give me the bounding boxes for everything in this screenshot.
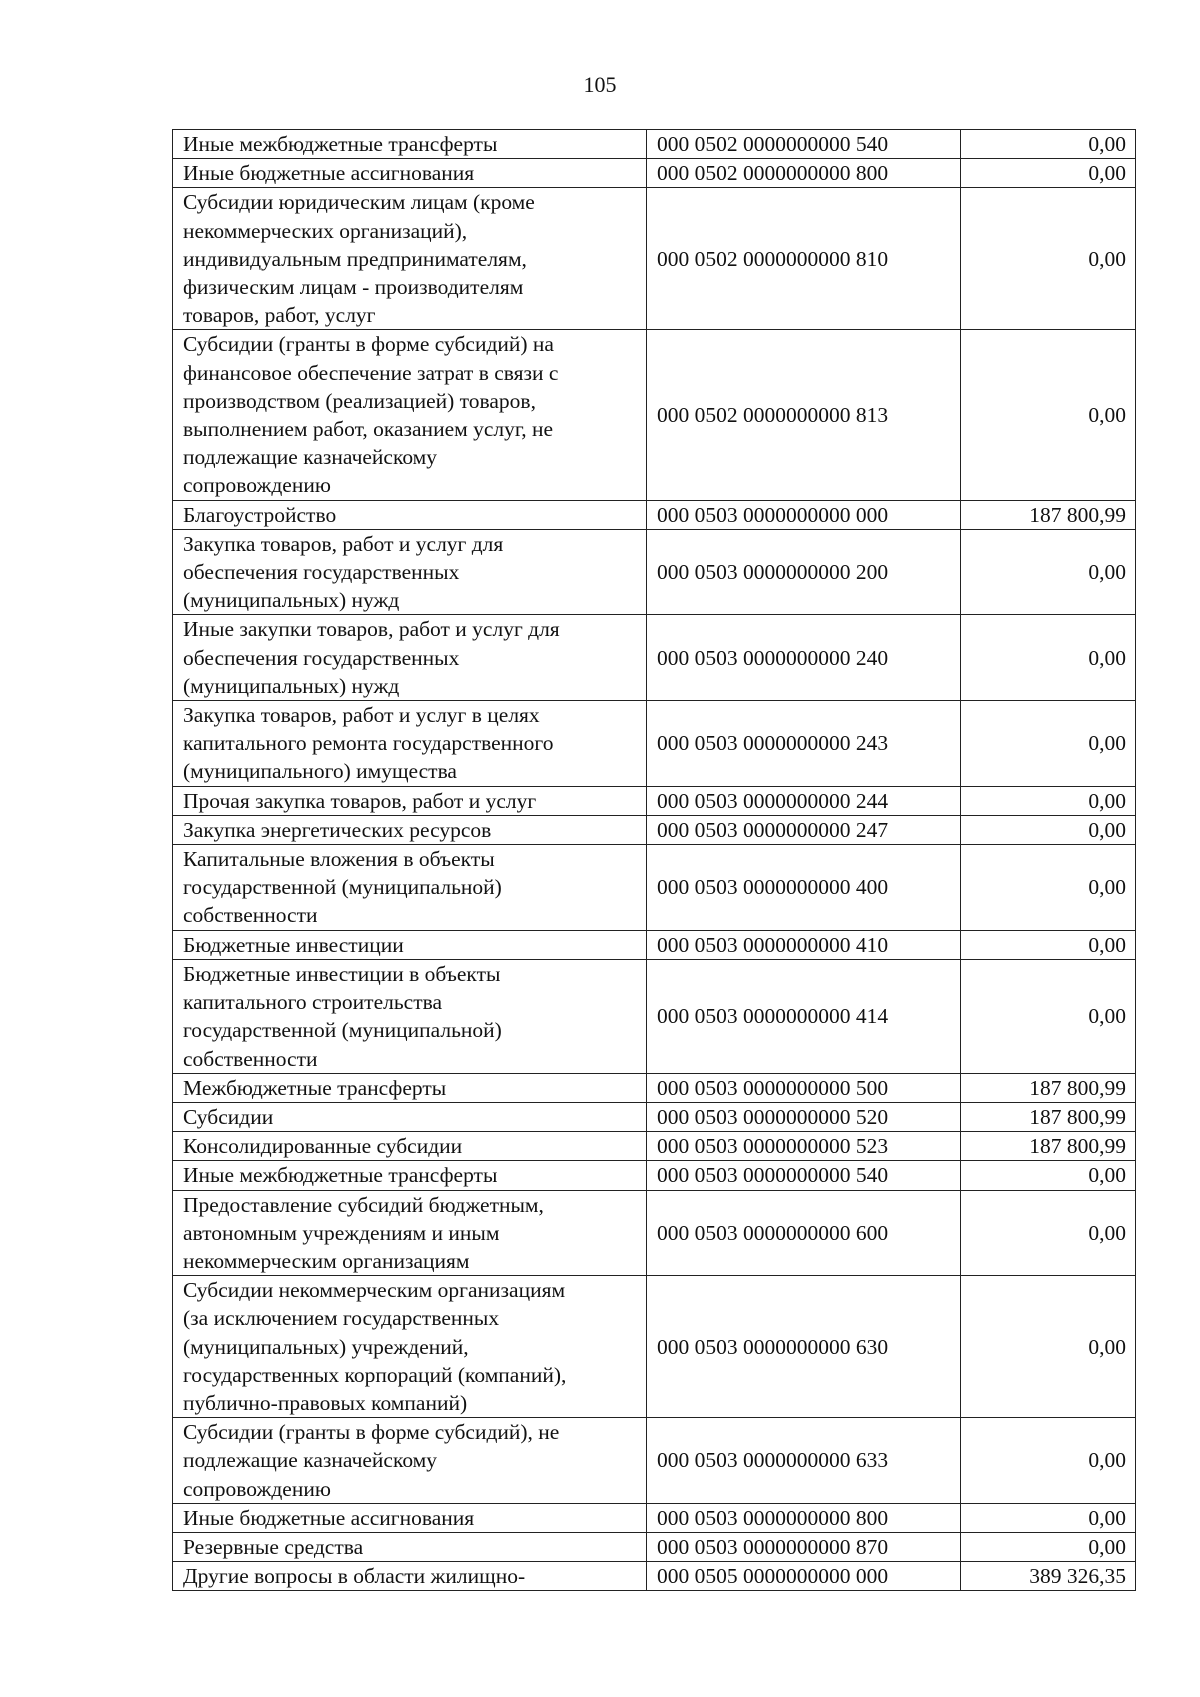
row-sum-cell: 0,00 bbox=[961, 959, 1136, 1073]
row-name-cell: Предоставление субсидий бюджетным, автономным учреждениям и иным некоммерческим организациям bbox=[173, 1190, 647, 1276]
row-sum-cell: 0,00 bbox=[961, 188, 1136, 330]
row-sum-cell: 187 800,99 bbox=[961, 1132, 1136, 1161]
row-name-cell: Резервные средства bbox=[173, 1532, 647, 1561]
row-name-cell: Закупка энергетических ресурсов bbox=[173, 815, 647, 844]
row-sum-cell: 0,00 bbox=[961, 701, 1136, 787]
row-sum-cell: 0,00 bbox=[961, 845, 1136, 931]
table-row bbox=[173, 815, 1136, 844]
row-code-cell: 000 0503 0000000000 410 bbox=[647, 930, 961, 959]
row-sum-cell: 0,00 bbox=[961, 615, 1136, 701]
row-name-cell: Субсидии bbox=[173, 1102, 647, 1131]
row-code-cell: 000 0503 0000000000 600 bbox=[647, 1190, 961, 1276]
row-sum-cell: 0,00 bbox=[961, 1503, 1136, 1532]
row-name-cell: Иные межбюджетные трансферты bbox=[173, 1161, 647, 1190]
table-row bbox=[173, 1161, 1136, 1190]
row-name-cell: Бюджетные инвестиции bbox=[173, 930, 647, 959]
table-row bbox=[173, 1418, 1136, 1504]
row-sum-cell: 0,00 bbox=[961, 1418, 1136, 1504]
row-sum-cell: 0,00 bbox=[961, 529, 1136, 615]
row-code-cell: 000 0503 0000000000 630 bbox=[647, 1276, 961, 1418]
row-name-cell: Благоустройство bbox=[173, 500, 647, 529]
row-sum-cell: 0,00 bbox=[961, 159, 1136, 188]
row-name-cell: Субсидии (гранты в форме субсидий) на финансовое обеспечение затрат в связи с производством (реализацией) товаров, выполнением работ, оказанием услуг, не подлежащие казначейскому сопровождению bbox=[173, 330, 647, 500]
row-sum-cell: 0,00 bbox=[961, 930, 1136, 959]
budget-table bbox=[172, 129, 1136, 1591]
row-code-cell: 000 0503 0000000000 523 bbox=[647, 1132, 961, 1161]
row-name-cell: Субсидии (гранты в форме субсидий), не подлежащие казначейскому сопровождению bbox=[173, 1418, 647, 1504]
row-code-cell: 000 0503 0000000000 414 bbox=[647, 959, 961, 1073]
table-row bbox=[173, 529, 1136, 615]
row-name-cell: Прочая закупка товаров, работ и услуг bbox=[173, 786, 647, 815]
row-code-cell: 000 0503 0000000000 520 bbox=[647, 1102, 961, 1131]
table-row bbox=[173, 845, 1136, 931]
row-sum-cell: 389 326,35 bbox=[961, 1562, 1136, 1591]
table-row bbox=[173, 1132, 1136, 1161]
table-row bbox=[173, 500, 1136, 529]
row-sum-cell: 0,00 bbox=[961, 1190, 1136, 1276]
row-name-cell: Закупка товаров, работ и услуг в целях капитального ремонта государственного (муниципального) имущества bbox=[173, 701, 647, 787]
table-row bbox=[173, 1532, 1136, 1561]
row-sum-cell: 0,00 bbox=[961, 1161, 1136, 1190]
row-sum-cell: 0,00 bbox=[961, 1532, 1136, 1561]
row-name-cell: Межбюджетные трансферты bbox=[173, 1073, 647, 1102]
row-code-cell: 000 0503 0000000000 240 bbox=[647, 615, 961, 701]
table-row bbox=[173, 959, 1136, 1073]
row-sum-cell: 0,00 bbox=[961, 330, 1136, 500]
table-row bbox=[173, 130, 1136, 159]
row-code-cell: 000 0502 0000000000 813 bbox=[647, 330, 961, 500]
row-code-cell: 000 0503 0000000000 633 bbox=[647, 1418, 961, 1504]
table-row bbox=[173, 701, 1136, 787]
row-code-cell: 000 0502 0000000000 800 bbox=[647, 159, 961, 188]
row-sum-cell: 0,00 bbox=[961, 1276, 1136, 1418]
row-code-cell: 000 0503 0000000000 870 bbox=[647, 1532, 961, 1561]
table-row bbox=[173, 330, 1136, 500]
table-row bbox=[173, 188, 1136, 330]
table-row bbox=[173, 1102, 1136, 1131]
table-row bbox=[173, 786, 1136, 815]
row-sum-cell: 187 800,99 bbox=[961, 500, 1136, 529]
row-code-cell: 000 0503 0000000000 400 bbox=[647, 845, 961, 931]
row-name-cell: Бюджетные инвестиции в объекты капитального строительства государственной (муниципальной) собственности bbox=[173, 959, 647, 1073]
row-sum-cell: 0,00 bbox=[961, 130, 1136, 159]
row-code-cell: 000 0503 0000000000 000 bbox=[647, 500, 961, 529]
row-code-cell: 000 0502 0000000000 540 bbox=[647, 130, 961, 159]
row-code-cell: 000 0503 0000000000 500 bbox=[647, 1073, 961, 1102]
row-code-cell: 000 0503 0000000000 243 bbox=[647, 701, 961, 787]
row-code-cell: 000 0503 0000000000 800 bbox=[647, 1503, 961, 1532]
table-row bbox=[173, 1073, 1136, 1102]
table-row bbox=[173, 1190, 1136, 1276]
table-row bbox=[173, 615, 1136, 701]
row-code-cell: 000 0505 0000000000 000 bbox=[647, 1562, 961, 1591]
row-code-cell: 000 0503 0000000000 200 bbox=[647, 529, 961, 615]
row-name-cell: Субсидии юридическим лицам (кроме некоммерческих организаций), индивидуальным предпринимателям, физическим лицам - производителям товаров, работ, услуг bbox=[173, 188, 647, 330]
row-code-cell: 000 0502 0000000000 810 bbox=[647, 188, 961, 330]
row-name-cell: Иные закупки товаров, работ и услуг для обеспечения государственных (муниципальных) нужд bbox=[173, 615, 647, 701]
row-name-cell: Капитальные вложения в объекты государственной (муниципальной) собственности bbox=[173, 845, 647, 931]
row-sum-cell: 187 800,99 bbox=[961, 1073, 1136, 1102]
table-row bbox=[173, 159, 1136, 188]
row-name-cell: Субсидии некоммерческим организациям (за исключением государственных (муниципальных) учреждений, государственных корпораций (компаний), публично-правовых компаний) bbox=[173, 1276, 647, 1418]
row-name-cell: Другие вопросы в области жилищно- bbox=[173, 1562, 647, 1591]
row-code-cell: 000 0503 0000000000 540 bbox=[647, 1161, 961, 1190]
page-number: 105 bbox=[583, 72, 617, 97]
table-row bbox=[173, 930, 1136, 959]
row-name-cell: Иные бюджетные ассигнования bbox=[173, 159, 647, 188]
table-row bbox=[173, 1276, 1136, 1418]
row-code-cell: 000 0503 0000000000 244 bbox=[647, 786, 961, 815]
table-row bbox=[173, 1562, 1136, 1591]
row-code-cell: 000 0503 0000000000 247 bbox=[647, 815, 961, 844]
row-name-cell: Иные межбюджетные трансферты bbox=[173, 130, 647, 159]
row-sum-cell: 0,00 bbox=[961, 786, 1136, 815]
table-row bbox=[173, 1503, 1136, 1532]
row-sum-cell: 187 800,99 bbox=[961, 1102, 1136, 1131]
row-name-cell: Закупка товаров, работ и услуг для обеспечения государственных (муниципальных) нужд bbox=[173, 529, 647, 615]
row-name-cell: Консолидированные субсидии bbox=[173, 1132, 647, 1161]
budget-table-body bbox=[173, 130, 1136, 1591]
row-name-cell: Иные бюджетные ассигнования bbox=[173, 1503, 647, 1532]
row-sum-cell: 0,00 bbox=[961, 815, 1136, 844]
